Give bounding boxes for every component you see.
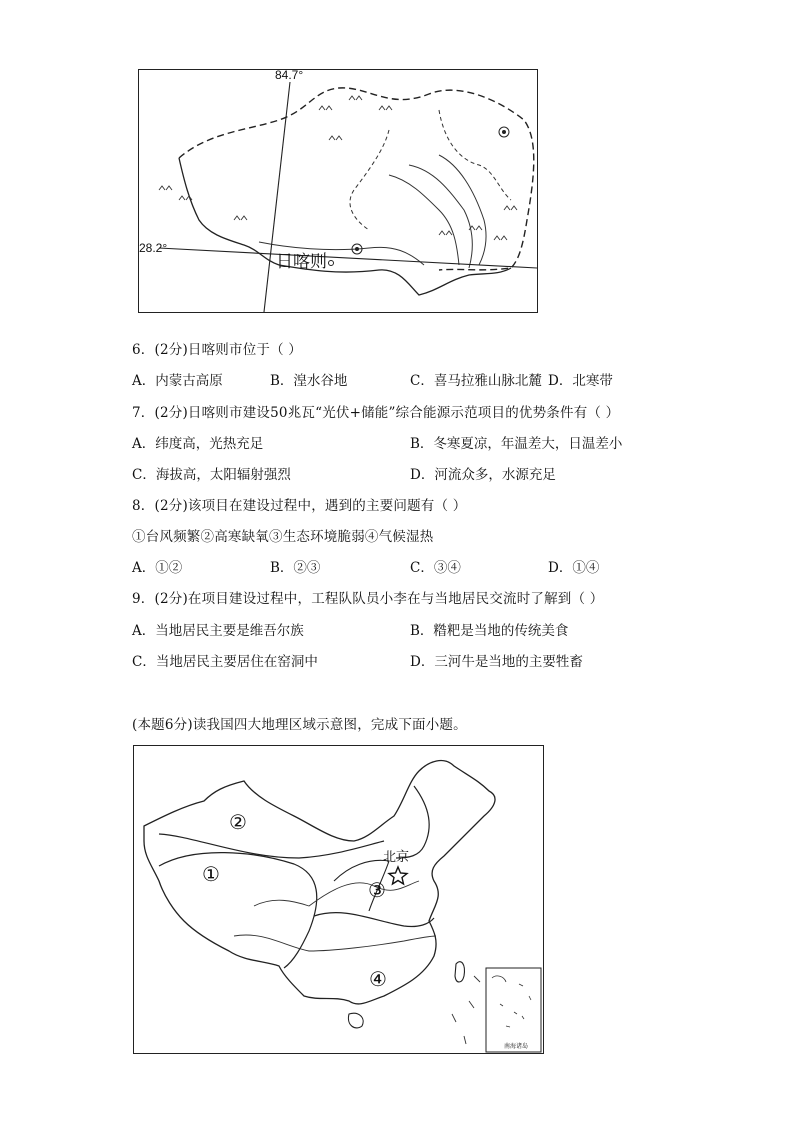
q6-option-c: C．喜马拉雅山脉北麓 [410, 373, 542, 389]
latitude-label: 28.2° [139, 241, 168, 255]
q9-option-d: D．三河牛是当地的主要牲畜 [410, 654, 583, 670]
river-2 [409, 165, 472, 268]
region-label-2: ② [229, 810, 247, 834]
parallel-line [159, 248, 537, 268]
meridian-line [264, 82, 290, 312]
q9-stem: 9．(2分)在项目建设过程中，工程队队员小李在与当地居民交流时了解到（ ） [132, 591, 604, 607]
q6-option-d: D．北寒带 [548, 373, 613, 389]
capital-label-beijing: 北京 [383, 850, 410, 865]
boundary-qinghai-tibet [159, 853, 317, 968]
china-outline [144, 761, 495, 1004]
yangtze-river [234, 935, 436, 951]
q6-option-b: B．湟水谷地 [270, 373, 348, 389]
region-label-4: ④ [369, 967, 387, 991]
q8-option-c: C．③④ [410, 560, 461, 576]
inner-dashed-line-2 [439, 110, 511, 200]
city-label-shigatse: 日喀则 [276, 252, 327, 272]
china-regions-drawing [134, 746, 543, 1053]
boundary-north-south [314, 913, 434, 927]
q8-option-b: B．②③ [270, 560, 321, 576]
q9-option-c: C．当地居民主要居住在窑洞中 [132, 654, 318, 670]
inset-label-south-sea: 南海诸岛 [504, 1043, 529, 1050]
tibet-west-boundary [179, 158, 279, 265]
q9-option-a: A．当地居民主要是维吾尔族 [132, 623, 304, 639]
capital-marker [499, 127, 509, 137]
mountain-symbols [159, 96, 517, 240]
region-label-1: ① [202, 862, 220, 886]
hainan-island [348, 1013, 363, 1028]
river-3 [439, 155, 486, 265]
coastal-islets [452, 976, 480, 1044]
q7-option-d: D．河流众多，水源充足 [410, 467, 556, 483]
tibet-map-drawing [139, 70, 537, 312]
q7-option-b: B．冬寒夏凉，年温差大，日温差小 [410, 436, 623, 452]
inner-dashed-line-1 [350, 130, 389, 230]
beijing-star [389, 867, 407, 884]
yellow-river [254, 881, 419, 906]
q6-stem: 6．(2分)日喀则市位于（ ） [132, 342, 303, 358]
shigatse-marker [329, 261, 334, 266]
region-label-3: ③ [368, 878, 386, 902]
q8-option-a: A．①② [132, 560, 183, 576]
taiwan-island [455, 962, 464, 982]
q8-statements: ①台风频繁②高寒缺氧③生态环境脆弱④气候湿热 [132, 529, 434, 545]
q8-stem: 8．(2分)该项目在建设过程中，遇到的主要问题有（ ） [132, 498, 467, 514]
section-2-intro: (本题6分)读我国四大地理区域示意图，完成下面小题。 [132, 717, 467, 733]
river-1 [389, 175, 459, 265]
q7-option-a: A．纬度高，光热充足 [132, 436, 264, 452]
south-sea-inset-box [486, 968, 541, 1052]
tibet-boundary-dashed [179, 88, 534, 270]
q7-stem: 7．(2分)日喀则市建设50兆瓦“光伏+储能”综合能源示范项目的优势条件有（ ） [132, 405, 620, 421]
q8-option-d: D．①④ [548, 560, 600, 576]
longitude-label: 84.7° [275, 68, 304, 82]
q6-option-a: A．内蒙古高原 [132, 373, 223, 389]
china-regions-map [133, 745, 544, 1054]
q9-option-b: B．糌粑是当地的传统美食 [410, 623, 569, 639]
q7-option-c: C．海拔高，太阳辐射强烈 [132, 467, 291, 483]
tibet-map [138, 69, 538, 313]
